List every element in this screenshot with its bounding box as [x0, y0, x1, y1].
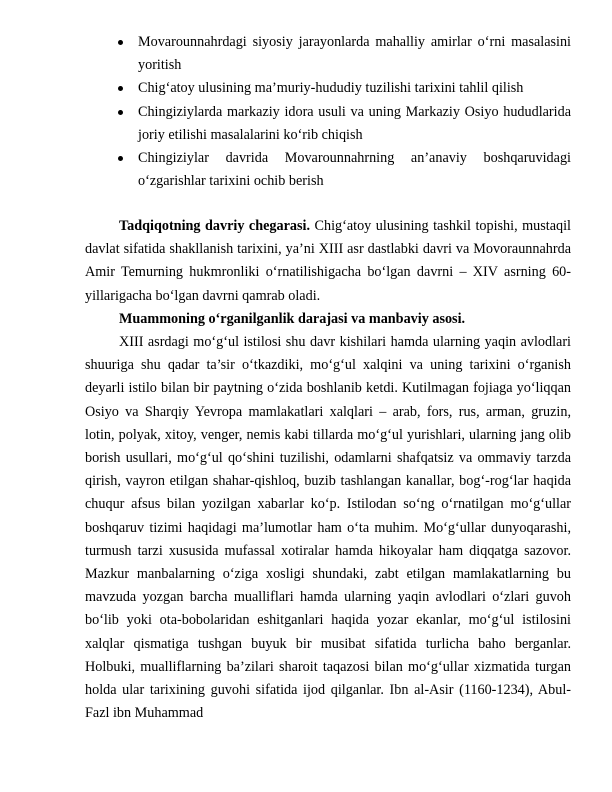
- body-text: [85, 215, 571, 725]
- list-item-text: Movarounnahrdagi siyosiy jarayonlarda mahalliy amirlar o‘rni masalasini yoritish: [138, 34, 571, 74]
- list-item-text: Chingiziylarda markaziy idora usuli va uning Markaziy Osiyo hududlarida joriy etilishi masalalarini ko‘rib chiqish: [138, 103, 571, 143]
- list-item-text: Chig‘atoy ulusining ma’muriy-hududiy tuzilishi tarixini tahlil qilish: [138, 80, 524, 97]
- bullet-icon: [118, 86, 123, 91]
- section-heading: Muammoning o‘rganilganlik darajasi va manbaviy asosi.: [119, 310, 466, 327]
- list-item: [118, 77, 571, 100]
- bullet-icon: [118, 156, 123, 161]
- chronology-label: Tadqiqotning davriy chegarasi.: [119, 218, 311, 234]
- chronology-text: Chig‘atoy ulusining tashkil topishi, mustaqil davlat sifatida shakllanish tarixini, ya’ni XIII asr dastlabki davri va Movoraunnahrda Amir Temurning hukmronliki o‘rnatilishigacha bo‘lgan davrni – XIV asrning 60-yillarigacha bo‘lgan davrni qamrab oladi.: [85, 218, 572, 304]
- list-item-text: Chingiziylar davrida Movarounnahrning an’anaviy boshqaruvidagi o‘zgarishlar tarixini ochib berish: [138, 150, 571, 190]
- bullet-icon: [118, 40, 123, 45]
- list-item: [118, 31, 571, 77]
- list-item: [118, 147, 571, 193]
- chronology-paragraph: [85, 215, 571, 308]
- main-paragraph: XIII asrdagi mo‘g‘ul istilosi shu davr kishilari hamda ularning yaqin avlodlari shuuriga shu qadar ta’sir o‘tkazdiki, mo‘g‘ul xalqini va uning tarixini o‘rganish deyarli istilo bilan bir paytning o‘zida boshlanib ketdi. Kutilmagan fojiaga yo‘liqqan Osiyo va Sharqiy Yevropa mamlakatlari xalqlari – arab, fors, rus, arman, gruzin, lotin, polyak, xitoy, venger, nemis kabi tillarda mo‘g‘ul yurishlari, ularning jang olib borish usullari, mo‘g‘ul qo‘shini tuzilishi, odamlarni shafqatsiz va ommaviy tarzda qirish, vayron etilgan shahar-qishloq, buzib tashlangan kanallar, bog‘-rog‘lar haqida chuqur afsus bilan yozilgan xabarlar ko‘p. Istilodan so‘ng o‘rnatilgan mo‘g‘ullar boshqaruv tizimi haqidagi ma’lumotlar ham o‘ta muhim. Mo‘g‘ullar dunyoqarashi, turmush tarzi xususida mufassal xotiralar hamda hikoyalar ham diqqatga sazovor. Mazkur manbalarning o‘ziga xosligi shundaki, zabt etilgan mamlakatlarning bu mavzuda yozgan barcha mualliflari hamda ularning yaqin avlodlari o‘zlari guvoh bo‘lib yoki ota-bobolaridan eshitganlari haqida yozar ekanlar, mo‘g‘ul istilosini xalqlar qismatiga tushgan buyuk bir musibat sifatida turlicha baho berganlar. Holbuki, mualliflarning ba’zilari sharoit taqazosi bilan mo‘g‘ullar xizmatida turgan holda ular tarixining guvohi sifatida ijod qilganlar. Ibn al-Asir (1160-1234), Abul-Fazl ibn Muhammad: [85, 334, 571, 722]
- objectives-list: [118, 31, 571, 193]
- list-item: [118, 101, 571, 147]
- bullet-icon: [118, 110, 123, 115]
